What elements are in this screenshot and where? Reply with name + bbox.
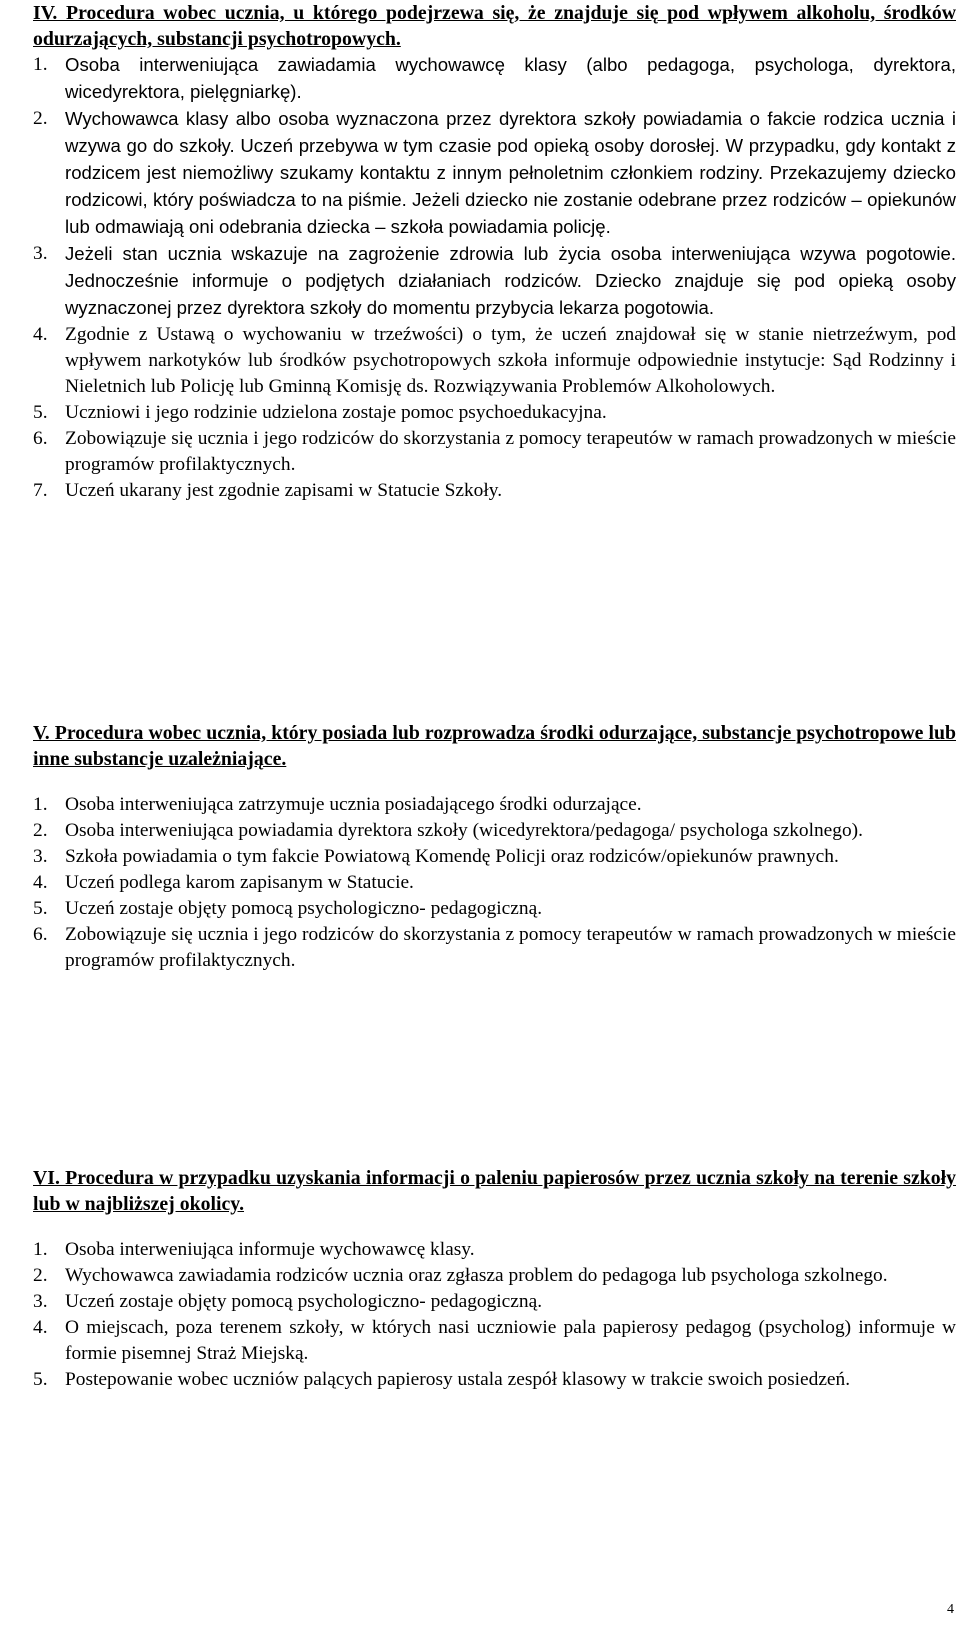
list-item xyxy=(33,400,956,426)
list-item-number: 5. xyxy=(33,1369,48,1390)
list-item-text: Uczeń zostaje objęty pomocą psychologiczno- pedagogiczną. xyxy=(65,898,543,919)
list-item-number: 1. xyxy=(33,54,48,75)
section-v-heading: V. Procedura wobec ucznia, który posiada lub rozprowadza środki odurzające, substancje psychotropowe lub inne substancje uzależniające. xyxy=(33,722,956,770)
list-item xyxy=(33,844,956,870)
list-item-text: Postepowanie wobec uczniów palących papierosy ustala zespół klasowy w trakcie swoich posiedzeń. xyxy=(65,1369,851,1390)
list-item-text: Osoba interweniująca powiadamia dyrektora szkoły (wicedyrektora/pedagoga/ psychologa szkolnego). xyxy=(65,820,863,841)
list-item xyxy=(33,818,956,844)
list-item-text: Zobowiązuje się ucznia i jego rodziców do skorzystania z pomocy terapeutów w ramach prowadzonych w mieście programów profilaktycznych. xyxy=(65,428,956,475)
list-item-number: 1. xyxy=(33,794,48,815)
list-item xyxy=(33,922,956,974)
list-item-number: 5. xyxy=(33,402,48,423)
list-item-text: Osoba interweniująca zawiadamia wychowawcę klasy (albo pedagoga, psychologa, dyrektora, wicedyrektora, pielęgniarkę). xyxy=(65,54,956,102)
list-item-text: Osoba interweniująca zatrzymuje ucznia posiadającego środki odurzające. xyxy=(65,794,642,815)
list-item-number: 3. xyxy=(33,243,48,264)
list-item-text: Osoba interweniująca informuje wychowawcę klasy. xyxy=(65,1239,475,1260)
list-item xyxy=(33,241,956,322)
list-item-number: 4. xyxy=(33,872,48,893)
list-item xyxy=(33,896,956,922)
list-item-number: 6. xyxy=(33,428,48,449)
list-item-text: Uczeń zostaje objęty pomocą psychologiczno- pedagogiczną. xyxy=(65,1291,543,1312)
list-item-text: Wychowawca zawiadamia rodziców ucznia oraz zgłasza problem do pedagoga lub psychologa szkolnego. xyxy=(65,1265,888,1286)
list-item xyxy=(33,52,956,106)
list-item-number: 6. xyxy=(33,924,48,945)
list-item-number: 3. xyxy=(33,846,48,867)
list-item-text: Zgodnie z Ustawą o wychowaniu w trzeźwości) o tym, że uczeń znajdował się w stanie nietrzeźwym, pod wpływem narkotyków lub środków psychotropowych szkoła informuje odpowiednie instytucje: Sąd Rodzinny i Nieletnich lub Policję lub Gminną Komisję ds. Rozwiązywania Problemów Alkoholowych. xyxy=(65,324,956,397)
list-item-number: 2. xyxy=(33,1265,48,1286)
list-item xyxy=(33,870,956,896)
list-item-text: O miejscach, poza terenem szkoły, w których nasi uczniowie pala papierosy pedagog (psycholog) informuje w formie pisemnej Straż Miejską. xyxy=(65,1317,956,1364)
section-vi-list xyxy=(33,1237,956,1393)
list-item-number: 7. xyxy=(33,480,48,501)
list-item-number: 5. xyxy=(33,898,48,919)
section-v xyxy=(33,720,956,974)
list-item-text: Szkoła powiadamia o tym fakcie Powiatową Komendę Policji oraz rodziców/opiekunów prawnych. xyxy=(65,846,839,867)
list-item-number: 3. xyxy=(33,1291,48,1312)
list-item-number: 4. xyxy=(33,1317,48,1338)
list-item-text: Jeżeli dziecko nie zostanie odebrane przez rodziców – opiekunów lub odmawiają oni odebrania dziecka – szkoła powiadamia policję. xyxy=(65,189,956,237)
list-item-text: Uczeń podlega karom zapisanym w Statucie. xyxy=(65,872,414,893)
list-item xyxy=(33,106,956,241)
list-item xyxy=(33,1315,956,1367)
list-item-text: Uczeń ukarany jest zgodnie zapisami w Statucie Szkoły. xyxy=(65,480,503,501)
list-item xyxy=(33,1263,956,1289)
section-vi-heading: VI. Procedura w przypadku uzyskania informacji o paleniu papierosów przez ucznia szkoły na terenie szkoły lub w najbliższej okolicy. xyxy=(33,1167,956,1215)
list-item xyxy=(33,478,956,504)
list-item xyxy=(33,1367,956,1393)
section-iv-heading: IV. Procedura wobec ucznia, u którego podejrzewa się, że znajduje się pod wpływem alkoholu, środków odurzających, substancji psychotropowych. xyxy=(33,2,956,50)
list-item-text: Wychowawca klasy albo osoba wyznaczona przez dyrektora szkoły powiadamia o fakcie rodzica ucznia i wzywa go do szkoły. Uczeń przebywa w tym czasie pod opieką osoby dorosłej. W przypadku, gdy kontakt z rodzicem jest niemożliwy szukamy kontaktu z innym pełnoletnim członkiem rodziny. Przekazujemy dziecko rodzicowi, który poświadcza to na piśmie. xyxy=(65,108,956,210)
section-v-list xyxy=(33,792,956,974)
list-item-number: 2. xyxy=(33,820,48,841)
list-item xyxy=(33,1289,956,1315)
section-iv xyxy=(33,0,956,504)
list-item xyxy=(33,1237,956,1263)
list-item xyxy=(33,426,956,478)
page-number: 4 xyxy=(947,1602,954,1617)
list-item-text: Uczniowi i jego rodzinie udzielona zostaje pomoc psychoedukacyjna. xyxy=(65,402,607,423)
list-item-text: Jeżeli stan ucznia wskazuje na zagrożenie zdrowia lub życia osoba interweniująca wzywa pogotowie. Jednocześnie informuje o podjętych działaniach rodziców. Dziecko znajduje się pod opieką osoby wyznaczonej przez dyrektora szkoły do momentu przybycia lekarza pogotowia. xyxy=(65,243,956,318)
list-item-number: 4. xyxy=(33,324,48,345)
list-item-text: Zobowiązuje się ucznia i jego rodziców do skorzystania z pomocy terapeutów w ramach prowadzonych w mieście programów profilaktycznych. xyxy=(65,924,956,971)
list-item xyxy=(33,322,956,400)
list-item xyxy=(33,792,956,818)
list-item-number: 2. xyxy=(33,108,48,129)
section-iv-list xyxy=(33,52,956,504)
section-vi xyxy=(33,1165,956,1393)
list-item-number: 1. xyxy=(33,1239,48,1260)
